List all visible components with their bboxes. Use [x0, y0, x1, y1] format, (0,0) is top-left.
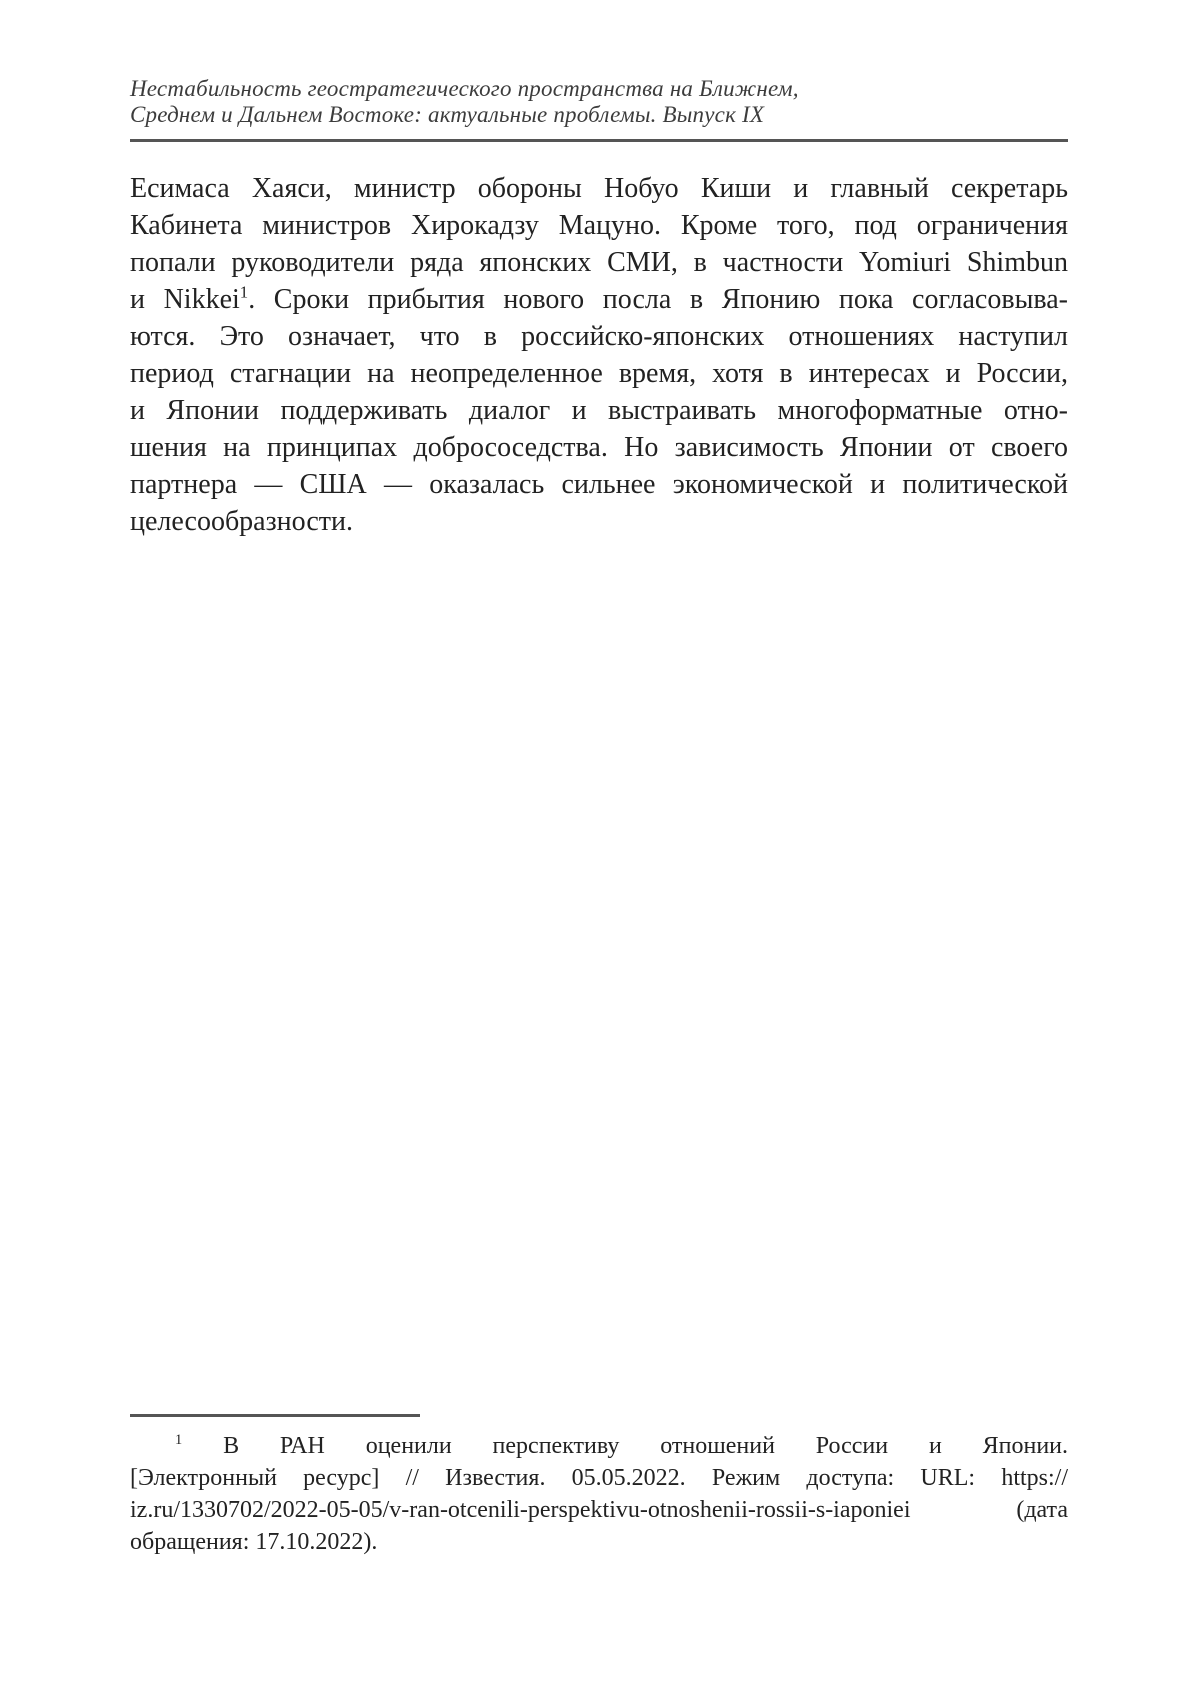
running-header-line-1: Нестабильность геостратегического пространства на Ближнем, [130, 76, 799, 101]
body-line-1: Есимаса Хаяси, министр обороны Нобуо Киши и главный секретарь [130, 173, 1068, 204]
running-header-line-2: Среднем и Дальнем Востоке: актуальные проблемы. Выпуск IX [130, 102, 765, 127]
body-line-2: Кабинета министров Хирокадзу Мацуно. Кроме того, под ограничения [130, 210, 1068, 241]
body-line-8: шения на принципах добрососедства. Но зависимость Японии от своего [130, 432, 1068, 463]
footnote-line-2: [Электронный ресурс] // Известия. 05.05.2022. Режим доступа: URL: https:// [130, 1465, 1068, 1491]
body-line-5: ются. Это означает, что в российско-японских отношениях наступил [130, 321, 1068, 352]
footnote-line-1-text: В РАН оценили перспективу отношений России и Японии. [223, 1433, 1069, 1459]
footnote-line-1 [130, 1430, 1068, 1462]
footnote-marker: 1 [175, 1432, 183, 1448]
body-line-4-pre: и Nikkei [130, 284, 240, 315]
running-header [130, 76, 1068, 128]
body-line-9: партнера — США — оказалась сильнее экономической и политической [130, 469, 1068, 500]
body-line-7: и Японии поддерживать диалог и выстраивать многоформатные отно- [130, 395, 1068, 426]
body-paragraph [130, 170, 1068, 540]
header-rule [130, 139, 1068, 142]
footnote-line-3: iz.ru/1330702/2022-05-05/v-ran-otcenili-perspektivu-otnoshenii-rossii-s-iaponiei (дата [130, 1497, 1068, 1523]
body-line-6: период стагнации на неопределенное время, хотя в интересах и России, [130, 358, 1068, 389]
body-line-3: попали руководители ряда японских СМИ, в частности Yomiuri Shimbun [130, 247, 1068, 278]
body-line-4-post: . Сроки прибытия нового посла в Японию пока согласовыва- [248, 284, 1068, 315]
body-line-4 [130, 281, 1068, 318]
footnote-line-4: обращения: 17.10.2022). [130, 1529, 378, 1555]
footnote [130, 1430, 1068, 1558]
body-line-10: целесообразности. [130, 506, 354, 537]
footnote-separator-rule [130, 1414, 420, 1417]
footnote-reference-superscript: 1 [239, 282, 249, 302]
